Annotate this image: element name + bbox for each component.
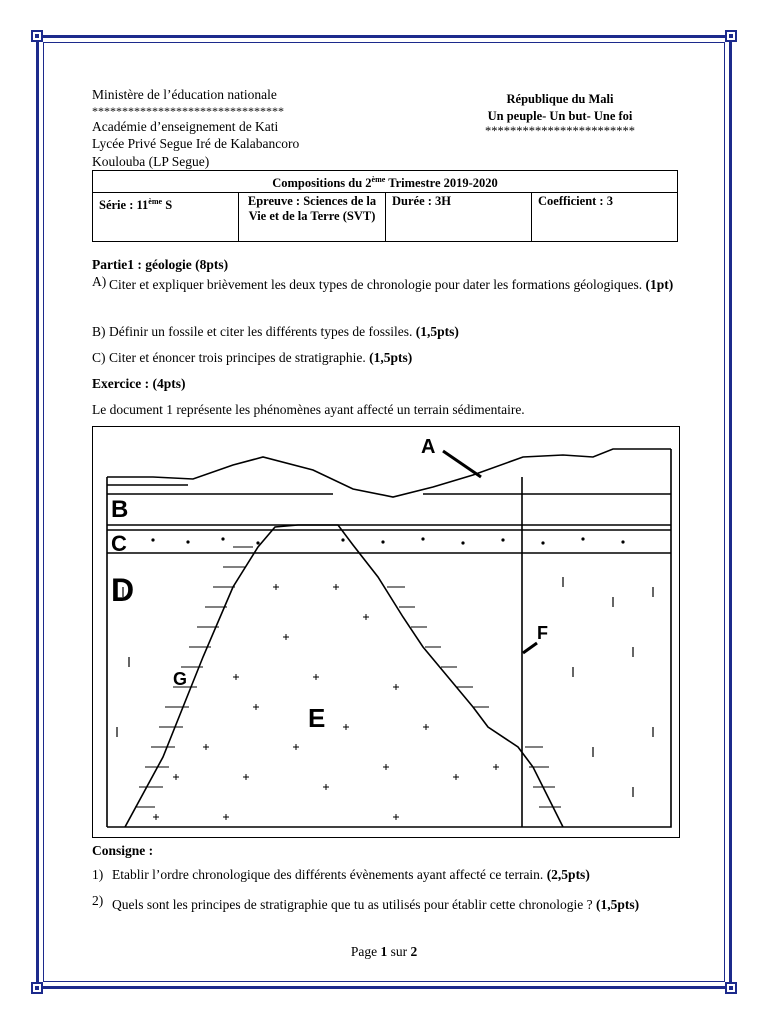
label-g: G <box>173 669 188 689</box>
corner-ornament <box>725 30 737 42</box>
republic-line: République du Mali <box>506 92 614 106</box>
consigne-title: Consigne : <box>92 843 154 858</box>
label-f: F <box>537 623 548 643</box>
exam-title-cell: Compositions du 2ème Trimestre 2019-2020 <box>93 171 678 193</box>
header-right <box>455 92 665 139</box>
stars-line: ******************************** <box>92 103 284 118</box>
question-a: A) Citer et expliquer brièvement les deux types de chronologie pour dater les formations géologiques. (1pt) <box>92 274 674 292</box>
corner-ornament <box>725 982 737 994</box>
school-line: Lycée Privé Segue Iré de Kalabancoro <box>92 136 300 151</box>
label-c: C <box>111 531 127 556</box>
coefficient-cell: Coefficient : 3 <box>532 193 678 242</box>
motto-line: Un peuple- Un but- Une foi <box>487 109 633 123</box>
exercice-title: Exercice : (4pts) <box>92 376 186 391</box>
label-e: E <box>308 703 326 733</box>
stars-line: ************************ <box>485 124 635 138</box>
question-b: B) Définir un fossile et citer les différents types de fossiles. (1,5pts) <box>92 324 459 339</box>
ministry-line: Ministère de l’éducation nationale <box>92 87 277 102</box>
location-line: Koulouba (LP Segue) <box>92 153 210 169</box>
geology-cross-section <box>93 427 679 837</box>
corner-ornament <box>31 982 43 994</box>
serie-cell: Série : 11ème S <box>93 193 239 242</box>
label-d: D <box>111 572 135 608</box>
consigne-q1: 1) Etablir l’ordre chronologique des différents évènements ayant affecté ce terrain. (2,5pts) <box>92 867 590 882</box>
geology-figure <box>92 426 680 838</box>
duree-cell: Durée : 3H <box>386 193 532 242</box>
consigne-q2: 2) Quels sont les principes de stratigraphie que tu as utilisés pour établir cette chronologie ? (1,5pts) <box>92 893 640 912</box>
label-b: B <box>111 496 129 523</box>
partie1-title: Partie1 : géologie (8pts) <box>92 257 229 272</box>
page-footer: Page 1 sur 2 <box>350 944 418 959</box>
question-c: C) Citer et énoncer trois principes de stratigraphie. (1,5pts) <box>92 350 413 365</box>
academy-line: Académie d’enseignement de Kati <box>92 118 279 134</box>
label-a: A <box>421 436 436 458</box>
epreuve-cell: Epreuve : Sciences de la Vie et de la Terre (SVT) <box>239 193 386 242</box>
exercice-intro: Le document 1 représente les phénomènes ayant affecté un terrain sédimentaire. <box>92 402 525 417</box>
corner-ornament <box>31 30 43 42</box>
header-left <box>92 86 299 170</box>
exam-info-table <box>92 170 678 242</box>
